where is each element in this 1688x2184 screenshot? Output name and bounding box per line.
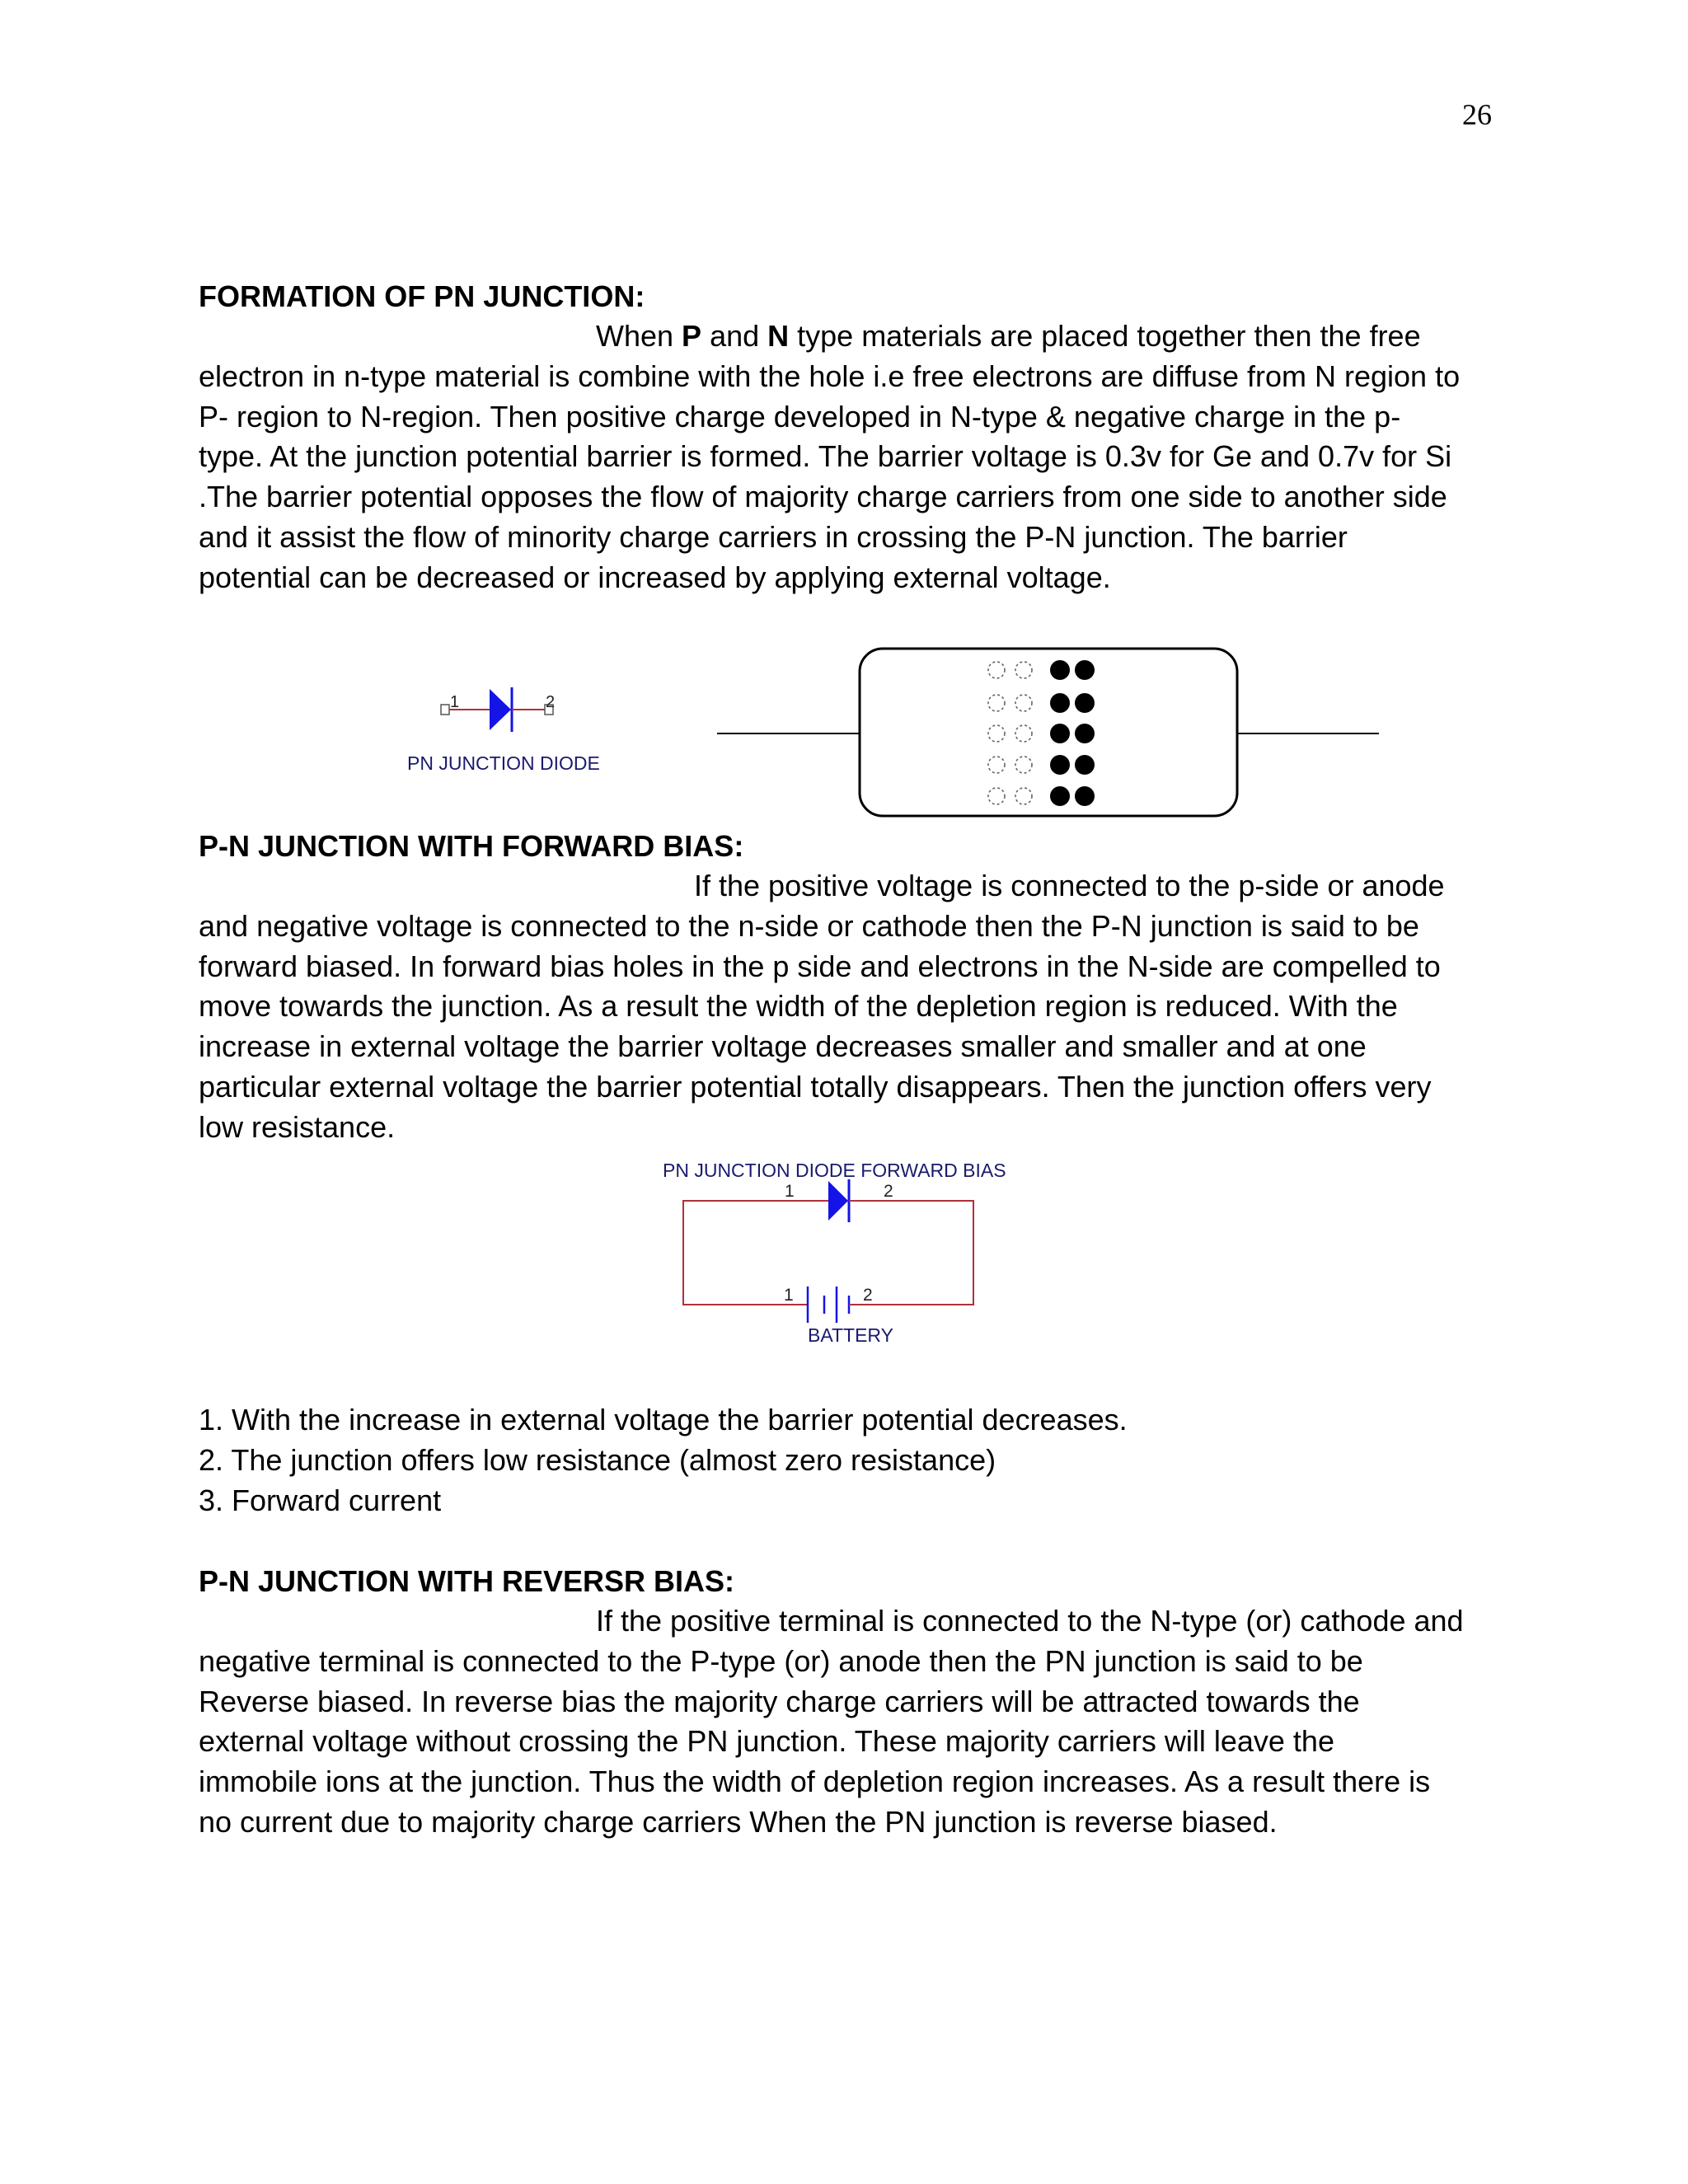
paragraph-first-line: If the positive terminal is connected to the N-type (or) cathode and — [596, 1604, 1464, 1638]
battery-label: BATTERY — [808, 1324, 893, 1346]
battery-pin1-label: 1 — [784, 1286, 794, 1305]
forward-bias-list — [199, 1400, 1128, 1521]
paragraph-line: immobile ions at the junction. Thus the width of depletion region increases. As a result there is — [199, 1765, 1431, 1799]
paragraph-first-line: If the positive voltage is connected to the p-side or anode — [694, 869, 1445, 902]
diode-pin2-label: 2 — [884, 1182, 893, 1201]
paragraph-line: and negative voltage is connected to the n-side or cathode then the P-N junction is said to be — [199, 908, 1419, 943]
heading-reverse-bias: P-N JUNCTION WITH REVERSR BIAS: — [199, 1564, 735, 1598]
paragraph-line: move towards the junction. As a result the width of the depletion region is reduced. With the — [199, 989, 1398, 1024]
pin2-label: 2 — [546, 693, 556, 711]
paragraph-line: external voltage without crossing the PN junction. These majority carriers will leave the — [199, 1724, 1334, 1759]
paragraph-first-line: When P and N type materials are placed together then the free — [596, 319, 1421, 353]
diode-pin1-label: 1 — [785, 1182, 795, 1201]
pin1-label: 1 — [450, 693, 460, 711]
list-item: 3. Forward current — [199, 1483, 442, 1517]
paragraph-line: and it assist the flow of minority charge carriers in crossing the P-N junction. The barrier — [199, 519, 1348, 554]
paragraph-line: electron in n-type material is combine with the hole i.e free electrons are diffuse from N region to — [199, 359, 1461, 393]
paragraph-line: P- region to N-region. Then positive charge developed in N-type & negative charge in the p- — [199, 399, 1401, 434]
battery-gap — [801, 1286, 852, 1324]
diode-caption: PN JUNCTION DIODE — [407, 752, 600, 774]
paragraph-line: negative terminal is connected to the P-type (or) anode then the PN junction is said to be — [199, 1643, 1363, 1678]
paragraph-line: .The barrier potential opposes the flow of majority charge carriers from one side to another side — [199, 480, 1447, 514]
heading-forward-bias: P-N JUNCTION WITH FORWARD BIAS: — [199, 829, 744, 863]
paragraph-line: increase in external voltage the barrier voltage decreases smaller and smaller and at one — [199, 1029, 1367, 1064]
paragraph-line: particular external voltage the barrier potential totally disappears. Then the junction offers very — [199, 1069, 1432, 1104]
paragraph-line: no current due to majority charge carriers When the PN junction is reverse biased. — [199, 1804, 1278, 1839]
page-number: 26 — [1462, 98, 1492, 131]
paragraph-line: Reverse biased. In reverse bias the majority charge carriers will be attracted towards the — [199, 1684, 1360, 1718]
list-item: 1. With the increase in external voltage the barrier potential decreases. — [199, 1403, 1128, 1436]
paragraph-line: low resistance. — [199, 1109, 396, 1144]
battery-pin2-label: 2 — [863, 1286, 873, 1305]
circuit-title: PN JUNCTION DIODE FORWARD BIAS — [663, 1160, 1006, 1181]
paragraph-line: potential can be decreased or increased by applying external voltage. — [199, 560, 1111, 594]
heading-formation: FORMATION OF PN JUNCTION: — [199, 279, 645, 313]
list-item: 2. The junction offers low resistance (almost zero resistance) — [199, 1442, 996, 1477]
paragraph-line: type. At the junction potential barrier is formed. The barrier voltage is 0.3v for Ge and 0.7v for Si — [199, 439, 1452, 474]
paragraph-reverse-bias — [199, 1601, 1501, 1843]
paragraph-line: forward biased. In forward bias holes in the p side and electrons in the N-side are compelled to — [199, 949, 1441, 983]
